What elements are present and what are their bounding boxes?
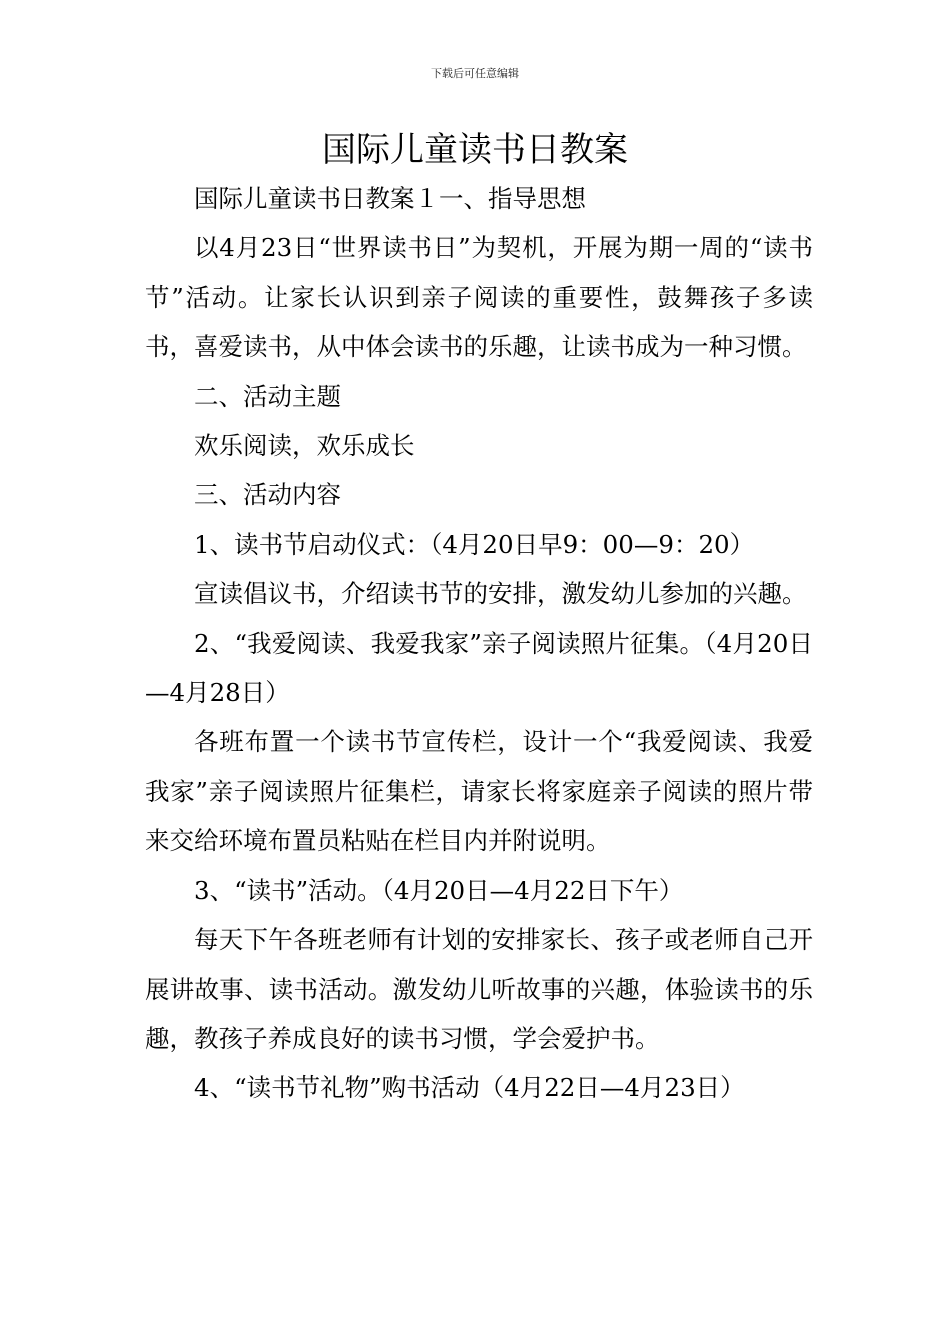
paragraph-item-1: 1、读书节启动仪式：（4月20日早9：00—9：20） (194, 529, 755, 559)
paragraph-content-heading: 三、活动内容 (194, 480, 341, 510)
document-title: 国际儿童读书日教案 (322, 130, 628, 170)
paragraph-item-1-detail: 宣读倡议书，介绍读书节的安排，激发幼儿参加的兴趣。 (194, 579, 807, 609)
paragraph-item-4: 4、“读书节礼物”购书活动（4月22日—4月23日） (194, 1073, 745, 1103)
paragraph-guiding-idea: 以4月23日“世界读书日”为契机，开展为期一周的“读书节”活动。让家长认识到亲子阅读的重要性，鼓舞孩子多读书，喜爱读书，从中体会读书的乐趣，让读书成为一种习惯。 (145, 233, 813, 362)
paragraph-theme-heading: 二、活动主题 (194, 381, 341, 411)
paragraph-intro-heading: 国际儿童读书日教案１一、指导思想 (194, 184, 586, 213)
paragraph-item-3-detail: 每天下午各班老师有计划的安排家长、孩子或老师自己开展讲故事、读书活动。激发幼儿听故事的兴趣，体验读书的乐趣，教孩子养成良好的读书习惯，学会爱护书。 (145, 925, 813, 1053)
paragraph-item-2: 2、“我爱阅读、我爱我家”亲子阅读照片征集。（4月20日—4月28日） (145, 628, 813, 708)
paragraph-item-2-detail: 各班布置一个读书节宣传栏，设计一个“我爱阅读、我爱我家”亲子阅读照片征集栏，请家长将家庭亲子阅读的照片带来交给环境布置员粘贴在栏目内并附说明。 (145, 727, 813, 856)
document-body (145, 174, 813, 1113)
paragraph-item-3: 3、“读书”活动。（4月20日—4月22日下午） (194, 875, 684, 905)
paragraph-theme: 欢乐阅读，欢乐成长 (194, 431, 415, 461)
page-header-note: 下载后可任意编辑 (431, 67, 519, 80)
